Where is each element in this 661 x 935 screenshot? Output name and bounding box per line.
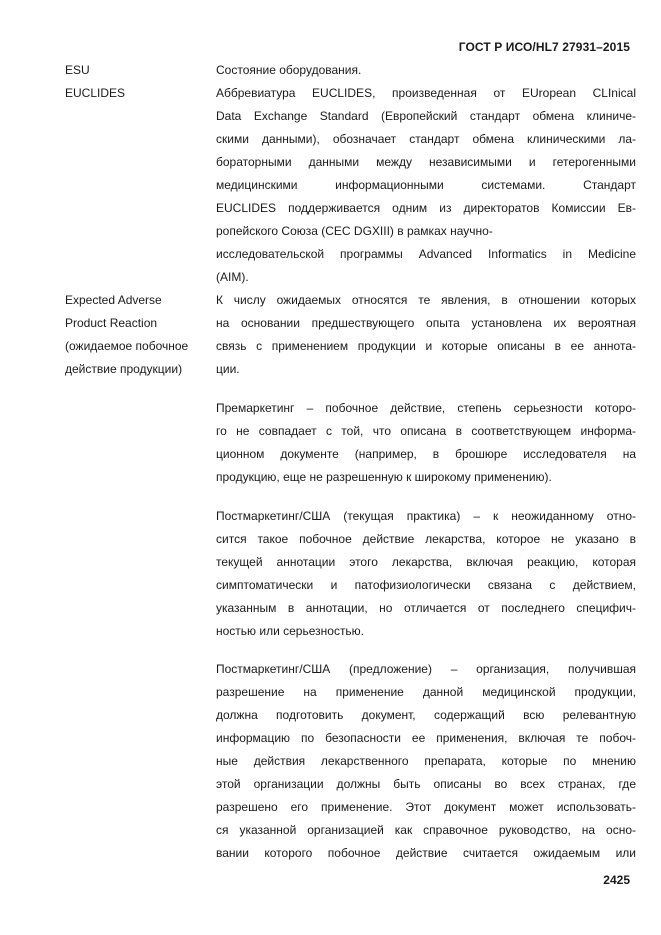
definition-line: разрешение на применение данной медицинской продукции,	[216, 685, 636, 699]
term-expected-adverse-product-reaction	[65, 289, 210, 381]
definition-paragraph-postmarketing-proposal	[216, 658, 636, 865]
definition-line: Состояние оборудования.	[216, 63, 362, 77]
definition-line: скими данными), обозначает стандарт обмена клиническими ла-	[216, 132, 636, 146]
definition-line: информацию по безопасности ее применения, включая те побоч-	[216, 731, 636, 745]
definition-line: связь с применением продукции и которые описаны в ее аннота-	[216, 339, 636, 353]
definition-line: ции.	[216, 362, 240, 376]
definition-line: К числу ожидаемых относятся те явления, в отношении которых	[216, 293, 636, 307]
page-number: 2425	[603, 873, 630, 887]
definition-line: на основании предшествующего опыта установлена их вероятная	[216, 316, 636, 330]
definition-line: Аббревиатура EUCLIDES, произведенная от EUropean CLInical	[216, 86, 636, 100]
definition-euclides	[216, 82, 636, 289]
definition-line: Премаркетинг – побочное действие, степень серьезности которо-	[216, 401, 636, 415]
term-line: действие продукции)	[65, 362, 183, 376]
document-header-standard: ГОСТ Р ИСО/HL7 27931–2015	[458, 40, 630, 54]
definition-line: ся указанной организацией как справочное руководство, на осно-	[216, 823, 636, 837]
term-line: (ожидаемое побочное	[65, 339, 189, 353]
definition-line: симптоматически и патофизиологически связана с действием,	[216, 578, 636, 592]
definition-paragraph-premarketing	[216, 397, 636, 489]
definition-line: ные действия лекарственного препарата, которые по мнению	[216, 754, 636, 768]
definition-line: медицинскими информационными системами. Стандарт	[216, 178, 636, 192]
definition-esu	[216, 59, 636, 82]
definition-line: Постмаркетинг/США (текущая практика) – к неожиданному отно-	[216, 509, 636, 523]
definition-line: Data Exchange Standard (Европейский стандарт обмена клиниче-	[216, 109, 636, 123]
definition-paragraph-postmarketing-current	[216, 505, 636, 643]
definition-line: бораторными данными между независимыми и гетерогенными	[216, 155, 636, 169]
definition-line: разрешено его применение. Этот документ может использовать-	[216, 800, 636, 814]
definition-line: должна подготовить документ, содержащий всю релевантную	[216, 708, 636, 722]
definition-line: го не совпадает с той, что описана в соответствующем информа-	[216, 424, 636, 438]
definition-line: ропейского Союза (CEC DGXIII) в рамках научно-	[216, 224, 493, 238]
definition-line: ционном документе (например, в брошюре исследователя на	[216, 447, 636, 461]
definition-line: Постмаркетинг/США (предложение) – организация, получившая	[216, 662, 636, 676]
term-line: ESU	[65, 63, 90, 77]
definition-line: текущей аннотации этого лекарства, включая реакцию, которая	[216, 555, 636, 569]
definition-line: исследовательской программы Advanced Informatics in Medicine	[216, 247, 636, 261]
definition-paragraph-1	[216, 289, 636, 381]
term-line: Product Reaction	[65, 316, 158, 330]
definition-line: этой организации должны быть описаны во всех странах, где	[216, 777, 636, 791]
term-line: EUCLIDES	[65, 86, 126, 100]
definition-line: вании которого побочное действие считается ожидаемым или	[216, 846, 636, 860]
definition-line: продукцию, еще не разрешенную к широкому применению).	[216, 470, 552, 484]
definition-line: EUCLIDES поддерживается одним из директоратов Комиссии Ев-	[216, 201, 636, 215]
term-esu	[65, 59, 210, 82]
definition-line: ностью или серьезностью.	[216, 624, 365, 638]
term-euclides	[65, 82, 210, 105]
term-line: Expected Adverse	[65, 293, 162, 307]
definition-line: сится такое побочное действие лекарства, которое не указано в	[216, 532, 636, 546]
definition-line: указанным в аннотации, но отличается от последнего специфич-	[216, 601, 636, 615]
definition-line: (AIM).	[216, 270, 249, 284]
